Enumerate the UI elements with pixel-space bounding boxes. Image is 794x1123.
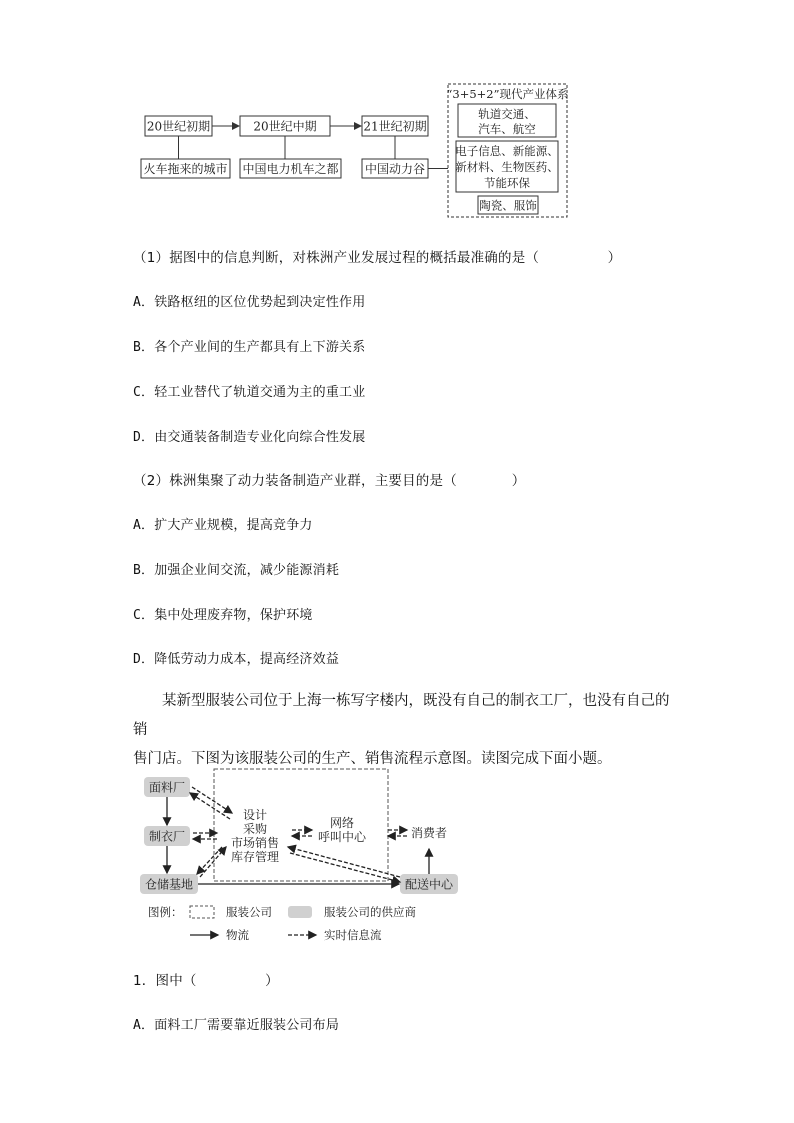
passage	[133, 687, 673, 774]
question-2-option-b[interactable]: B．加强企业间交流，减少能源消耗	[133, 563, 340, 578]
garment-company-region	[214, 769, 388, 881]
network-label: 网络	[329, 816, 355, 830]
passage-line-1: 某新型服装公司位于上海一栋写字楼内，既没有自己的制衣工厂，也没有自己的销	[133, 693, 670, 738]
distribution-center-label: 配送中心	[404, 877, 454, 892]
legend-logistics-label: 物流	[226, 928, 249, 942]
industry-system-title: “3+5+2”现代产业体系	[446, 87, 569, 101]
label3-text: 中国动力谷	[364, 162, 426, 176]
fabric-factory-label: 面料厂	[148, 780, 186, 795]
question-b1: 1．图中（ ）	[133, 973, 279, 989]
legend-company-swatch	[190, 906, 214, 918]
company-marketing: 市场销售	[230, 836, 280, 850]
legend-supplier-swatch	[288, 906, 312, 918]
question-1-option-b[interactable]: B．各个产业间的生产都具有上下游关系	[133, 340, 366, 355]
passage-line-2: 售门店。下图为该服装公司的生产、销售流程示意图。读图完成下面小题。	[133, 751, 612, 767]
industry-group2-line2: 新材料、生物医药、	[455, 160, 559, 174]
legend-company-label: 服装公司	[226, 905, 272, 919]
stage3-label: 21世纪初期	[363, 119, 427, 134]
question-b1-option-a[interactable]: A．面料工厂需要靠近服装公司布局	[133, 1018, 340, 1033]
label1-text: 火车拖来的城市	[143, 162, 228, 176]
storage-base-label: 仓储基地	[144, 877, 194, 892]
garment-factory-label: 制衣厂	[148, 829, 186, 844]
question-1-option-a[interactable]: A．铁路枢纽的区位优势起到决定性作用	[133, 295, 366, 310]
question-1-option-d[interactable]: D．由交通装备制造专业化向综合性发展	[133, 430, 366, 445]
question-2: （2）株洲集聚了动力装备制造产业群，主要目的是（ ）	[133, 473, 526, 489]
call-center-label: 呼叫中心	[317, 830, 367, 844]
company-inventory: 库存管理	[230, 850, 280, 864]
question-1: （1）据图中的信息判断，对株洲产业发展过程的概括最准确的是（ ）	[133, 250, 622, 266]
legend-title: 图例：	[148, 905, 183, 919]
stage2-label: 20世纪中期	[253, 119, 317, 134]
question-2-option-c[interactable]: C．集中处理废弃物，保护环境	[133, 608, 313, 623]
question-2-option-a[interactable]: A．扩大产业规模，提高竞争力	[133, 518, 313, 533]
industry-group3-text: 陶瓷、服饰	[479, 198, 537, 213]
company-purchase: 采购	[242, 822, 268, 836]
legend-supplier-label: 服装公司的供应商	[324, 905, 416, 919]
industry-group1-line1: 轨道交通、	[478, 107, 536, 121]
legend-info-label: 实时信息流	[324, 928, 382, 942]
industry-group1-line2: 汽车、航空	[478, 122, 536, 136]
figure-garment-flow	[138, 765, 468, 947]
question-1-option-c[interactable]: C．轻工业替代了轨道交通为主的重工业	[133, 385, 366, 400]
stage1-label: 20世纪初期	[146, 119, 211, 134]
figure-zhuzhou-industry	[140, 82, 580, 220]
industry-group2-line3: 节能环保	[484, 176, 530, 190]
consumer-label: 消费者	[410, 826, 448, 840]
label2-text: 中国电力机车之都	[242, 162, 339, 176]
question-2-option-d[interactable]: D．降低劳动力成本，提高经济效益	[133, 652, 340, 667]
company-design: 设计	[242, 808, 268, 822]
industry-group2-line1: 电子信息、新能源、	[455, 144, 559, 158]
